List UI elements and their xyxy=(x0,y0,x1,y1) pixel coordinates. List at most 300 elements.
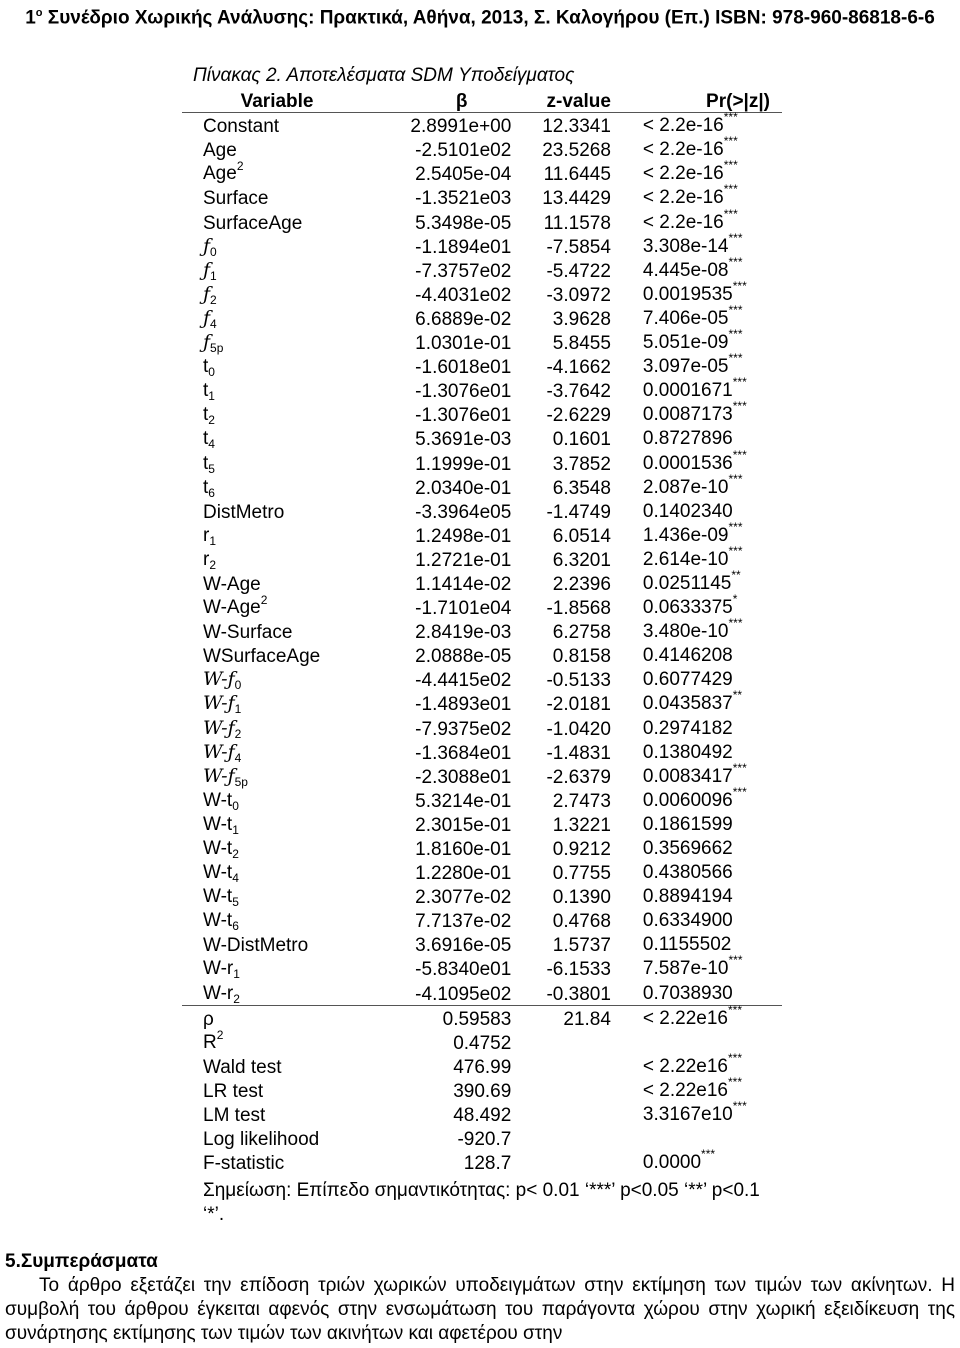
p-value: 0.0251145 xyxy=(642,572,732,594)
cell-variable xyxy=(182,1150,372,1174)
p-value: 7.406e-05 xyxy=(642,307,729,329)
variable-subscript: 2 xyxy=(233,991,240,1006)
variable-subscript: 2 xyxy=(232,847,239,861)
table-row xyxy=(182,523,782,547)
cell-z-value: -2.6229 xyxy=(546,405,611,427)
p-value: 0.4146208 xyxy=(642,645,733,667)
variable-name: ρ xyxy=(203,1008,214,1030)
cell-z-value: -6.1533 xyxy=(546,959,611,981)
variable-name: LM test xyxy=(203,1105,266,1127)
cell-p-value xyxy=(611,447,782,474)
cell-p-value xyxy=(611,667,782,691)
cell-variable xyxy=(182,378,372,402)
cell-variable xyxy=(182,764,372,788)
table-row xyxy=(182,884,782,908)
variable-name: t xyxy=(203,380,209,402)
cell-z-value: 11.6445 xyxy=(543,164,611,186)
table-row xyxy=(182,426,782,450)
table-row xyxy=(182,1078,782,1102)
cell-p-value xyxy=(611,399,782,426)
significance-marker: *** xyxy=(728,327,743,342)
p-value: < 2.2e-16 xyxy=(642,187,724,209)
variable-subscript: 1 xyxy=(234,702,242,717)
cell-variable xyxy=(182,209,372,233)
significance-marker: ** xyxy=(731,567,741,582)
cell-p-value xyxy=(611,1074,782,1102)
significance-marker: *** xyxy=(728,471,743,486)
cell-beta: 5.3214e-01 xyxy=(415,790,512,812)
cell-variable xyxy=(182,1078,372,1102)
p-value: 0.0435837 xyxy=(642,693,733,715)
cell-p-value xyxy=(611,592,782,619)
variable-name: t xyxy=(203,428,209,450)
variable-subscript: 5 xyxy=(232,895,239,910)
cell-p-value xyxy=(611,908,782,932)
section-title: 5.Συμπεράσματα xyxy=(5,1251,158,1272)
table-row xyxy=(182,161,782,185)
cell-z-value: 1.3221 xyxy=(552,814,611,836)
variable-name: W-Age xyxy=(203,597,261,619)
table-row xyxy=(182,667,782,691)
significance-marker: *** xyxy=(727,1074,742,1089)
cell-z-value: -0.5133 xyxy=(546,670,611,692)
variable-name: Constant xyxy=(203,116,280,138)
variable-subscript: 5p xyxy=(234,774,248,789)
significance-marker: *** xyxy=(728,953,743,968)
p-value: 1.436e-09 xyxy=(642,524,729,546)
cell-variable xyxy=(182,450,372,474)
p-value: 0.0019535 xyxy=(642,283,733,305)
variable-name: t xyxy=(203,404,209,426)
cell-variable xyxy=(182,932,372,956)
table-row xyxy=(182,330,782,354)
table-row xyxy=(182,306,782,330)
cell-z-value: 0.1601 xyxy=(552,429,611,451)
cell-beta: 2.3077e-02 xyxy=(415,887,512,909)
p-value: 0.6334900 xyxy=(642,910,733,932)
cell-z-value: -2.6379 xyxy=(546,766,611,788)
cell-p-value xyxy=(611,351,782,378)
cell-p-value xyxy=(611,543,782,571)
cell-p-value xyxy=(611,1030,782,1054)
variable-subscript: 4 xyxy=(234,750,242,765)
p-value: 2.087e-10 xyxy=(642,476,729,498)
cell-z-value: 0.4768 xyxy=(552,911,611,933)
p-value: 7.587e-10 xyxy=(642,958,729,980)
cell-p-value xyxy=(611,980,782,1005)
cell-variable xyxy=(182,354,372,378)
significance-marker: *** xyxy=(732,760,747,775)
cell-p-value xyxy=(611,932,782,956)
cell-p-value xyxy=(611,134,782,161)
variable-name: W-t xyxy=(203,862,233,884)
table-row xyxy=(182,860,782,884)
cell-beta: -1.3684e01 xyxy=(415,742,512,764)
cell-beta: 7.7137e-02 xyxy=(415,911,512,933)
cell-z-value: 0.9212 xyxy=(552,839,611,860)
cell-p-value xyxy=(611,110,782,138)
variable-name: W-Age xyxy=(203,573,261,595)
significance-marker: *** xyxy=(732,375,747,390)
significance-marker: *** xyxy=(701,1147,716,1162)
cell-beta: -5.8340e01 xyxy=(415,959,512,981)
variable-name: Surface xyxy=(203,188,269,210)
cell-variable xyxy=(182,595,372,619)
cell-p-value xyxy=(611,884,782,908)
cell-beta: -1.1894e01 xyxy=(415,236,512,258)
variable-name: Log likelihood xyxy=(203,1129,320,1151)
table-row xyxy=(182,715,782,739)
variable-name: SurfaceAge xyxy=(203,212,303,234)
variable-name: ƒ xyxy=(203,282,211,305)
variable-name: W-ƒ xyxy=(203,740,235,763)
table-row xyxy=(182,595,782,619)
table-row xyxy=(182,1126,782,1150)
table-row xyxy=(182,185,782,209)
cell-beta: 2.8419e-03 xyxy=(415,622,512,644)
table-row xyxy=(182,932,782,956)
variable-name: r xyxy=(203,524,210,546)
cell-variable xyxy=(182,426,372,450)
cell-variable xyxy=(182,137,372,161)
p-value: 0.1380492 xyxy=(642,741,733,763)
significance-marker: *** xyxy=(728,230,743,245)
variable-name: W-r xyxy=(203,958,234,980)
variable-subscript: 2 xyxy=(208,413,215,428)
table-row xyxy=(182,354,782,378)
cell-variable xyxy=(182,282,372,306)
p-value: 0.0083417 xyxy=(642,765,733,787)
p-value: 0.1861599 xyxy=(642,813,733,835)
cell-z-value: 6.2758 xyxy=(552,622,611,644)
variable-name: WSurfaceAge xyxy=(203,646,321,668)
cell-beta: 0.4752 xyxy=(453,1032,512,1054)
table-row xyxy=(182,402,782,426)
cell-beta: 1.8160e-01 xyxy=(415,839,512,860)
cell-variable xyxy=(182,113,372,138)
p-value: 3.097e-05 xyxy=(642,356,729,378)
cell-beta: 1.1414e-02 xyxy=(415,573,512,595)
variable-subscript: 0 xyxy=(232,798,239,813)
cell-variable xyxy=(182,980,372,1005)
cell-beta: -1.3076e01 xyxy=(415,381,512,403)
cell-z-value: -3.7642 xyxy=(546,381,611,403)
p-value: 0.2974182 xyxy=(642,717,733,739)
significance-marker: *** xyxy=(732,784,747,799)
significance-marker: *** xyxy=(728,543,743,558)
cell-beta: 1.2280e-01 xyxy=(415,863,512,885)
cell-variable xyxy=(182,547,372,571)
significance-marker: *** xyxy=(723,158,738,173)
p-value: 0.0087173 xyxy=(642,404,733,426)
cell-z-value: 0.7755 xyxy=(552,863,611,885)
p-value: < 2.22e16 xyxy=(642,1055,728,1077)
cell-p-value xyxy=(611,812,782,836)
cell-variable xyxy=(182,185,372,209)
cell-z-value: 2.7473 xyxy=(552,790,611,812)
cell-z-value: 1.5737 xyxy=(552,935,611,957)
results-table xyxy=(182,88,782,1174)
cell-variable xyxy=(182,1102,372,1126)
table-row xyxy=(182,836,782,860)
variable-name: t xyxy=(203,476,209,498)
cell-variable xyxy=(182,643,372,667)
variable-name: F-statistic xyxy=(203,1153,285,1175)
variable-name: W-t xyxy=(203,886,233,908)
cell-beta: 2.0340e-01 xyxy=(415,477,512,499)
p-value: 3.3167e10 xyxy=(642,1104,733,1126)
cell-p-value xyxy=(611,327,782,354)
cell-beta: 5.3498e-05 xyxy=(415,212,512,234)
cell-z-value: -1.8568 xyxy=(546,598,611,620)
page-header: $1^o$ Συνέδριο Χωρικής Ανάλυσης: Πρακτικά, Αθήνα, 2013, Σ. Καλογήρου (Επ.) ISBN: 978-960-86818-6-6 xyxy=(25,7,935,29)
variable-subscript: 2 xyxy=(209,557,217,572)
significance-marker: *** xyxy=(728,351,743,366)
cell-z-value: 11.1578 xyxy=(543,212,611,234)
cell-z-value xyxy=(511,1078,611,1102)
cell-z-value: -4.1662 xyxy=(546,357,611,379)
table-row xyxy=(182,1150,782,1174)
cell-p-value xyxy=(611,375,782,402)
cell-p-value xyxy=(611,715,782,739)
table-row xyxy=(182,740,782,764)
cell-beta: 6.6889e-02 xyxy=(415,308,512,330)
significance-marker: *** xyxy=(723,134,738,149)
variable-subscript: 1 xyxy=(232,822,239,837)
cell-p-value xyxy=(611,688,782,715)
variable-subscript: 2 xyxy=(210,292,217,307)
variable-subscript: 1 xyxy=(233,967,240,982)
table-row xyxy=(182,547,782,571)
table-row xyxy=(182,499,782,523)
cell-beta: 1.2498e-01 xyxy=(415,525,512,547)
cell-variable xyxy=(182,860,372,884)
cell-beta: -3.3964e05 xyxy=(415,501,512,523)
variable-name: W-ƒ xyxy=(203,764,235,787)
cell-variable xyxy=(182,788,372,812)
cell-variable xyxy=(182,836,372,860)
cell-z-value: -3.0972 xyxy=(546,284,611,306)
significance-marker: *** xyxy=(727,1050,742,1065)
variable-name: W-t xyxy=(203,813,233,835)
variable-name: t xyxy=(203,452,209,474)
cell-z-value: 5.8455 xyxy=(552,333,611,355)
cell-p-value xyxy=(611,1099,782,1126)
p-value: < 2.2e-16 xyxy=(642,163,724,185)
variable-subscript: 1 xyxy=(209,533,217,548)
variable-name: W-ƒ xyxy=(203,668,235,691)
table-row xyxy=(182,282,782,306)
cell-p-value xyxy=(611,836,782,860)
table-note: Σημείωση: Επίπεδο σημαντικότητας: p< 0.01 ‘***’ p<0.05 ‘**’ p<0.1 ‘*’. xyxy=(203,1180,760,1225)
variable-subscript: 6 xyxy=(208,485,215,500)
variable-name: Wald test xyxy=(203,1056,282,1078)
cell-p-value xyxy=(611,567,782,595)
cell-p-value xyxy=(611,784,782,812)
cell-beta: -7.3757e02 xyxy=(415,260,512,282)
p-value: 4.445e-08 xyxy=(642,259,729,281)
column-header-p-value: Pr(>|z|) xyxy=(611,88,782,113)
column-header-beta: β xyxy=(372,88,511,113)
variable-name: LR test xyxy=(203,1080,264,1102)
cell-beta: -1.4893e01 xyxy=(415,694,512,716)
p-value: 5.051e-09 xyxy=(642,332,729,354)
p-value: 0.1155502 xyxy=(642,934,732,956)
variable-subscript: 0 xyxy=(234,678,242,693)
cell-z-value: -0.3801 xyxy=(546,983,611,1005)
cell-variable xyxy=(182,306,372,330)
cell-z-value: 12.3341 xyxy=(542,116,611,138)
cell-z-value: 6.0514 xyxy=(552,525,611,547)
significance-marker: * xyxy=(732,592,738,607)
cell-p-value xyxy=(611,206,782,233)
p-value: 0.0001536 xyxy=(642,452,733,474)
cell-beta: 3.6916e-05 xyxy=(415,935,512,957)
significance-marker: ** xyxy=(732,688,743,703)
cell-beta: 2.5405e-04 xyxy=(415,164,512,186)
significance-marker: *** xyxy=(732,1099,747,1114)
cell-variable xyxy=(182,619,372,643)
cell-variable xyxy=(182,956,372,980)
p-value: 0.8894194 xyxy=(642,886,733,908)
p-value: 0.0001671 xyxy=(642,380,733,402)
variable-superscript: 2 xyxy=(236,159,244,174)
significance-marker: *** xyxy=(732,278,747,293)
variable-subscript: 5 xyxy=(208,461,215,476)
cell-variable xyxy=(182,161,372,185)
cell-p-value xyxy=(611,254,782,282)
cell-z-value xyxy=(511,1054,611,1078)
cell-beta: 1.0301e-01 xyxy=(415,333,512,355)
cell-beta: 0.59583 xyxy=(372,1005,511,1030)
cell-p-value xyxy=(611,740,782,764)
p-value: 0.3569662 xyxy=(642,838,733,859)
table-row xyxy=(182,980,782,1005)
p-value: 3.480e-10 xyxy=(642,621,729,643)
variable-name: ƒ xyxy=(203,306,211,329)
cell-z-value: -7.5854 xyxy=(546,236,611,258)
variable-name: W-t xyxy=(203,789,233,811)
variable-superscript: 2 xyxy=(216,1027,224,1042)
variable-name: Age xyxy=(203,140,237,162)
table-row xyxy=(182,234,782,258)
variable-name: R xyxy=(203,1031,217,1053)
table-row xyxy=(182,1030,782,1054)
p-value: < 2.2e-16 xyxy=(642,115,724,137)
p-value: 0.0633375 xyxy=(642,597,733,619)
significance-marker: *** xyxy=(728,302,743,317)
cell-p-value xyxy=(611,278,782,306)
variable-name: ƒ xyxy=(203,331,211,354)
significance-marker: *** xyxy=(723,206,738,221)
cell-p-value xyxy=(611,1126,782,1150)
p-value: 0.7038930 xyxy=(642,982,733,1004)
table-row xyxy=(182,450,782,474)
variable-name: r xyxy=(203,548,210,570)
cell-z-value: 3.9628 xyxy=(552,308,611,330)
p-value: < 2.2e-16 xyxy=(642,211,724,233)
cell-p-value xyxy=(611,158,782,185)
significance-marker: *** xyxy=(732,399,747,414)
table-row xyxy=(182,812,782,836)
cell-beta: -920.7 xyxy=(457,1129,512,1151)
table-row xyxy=(182,571,782,595)
variable-name: W-DistMetro xyxy=(203,935,309,957)
cell-variable xyxy=(182,234,372,258)
p-value: 0.8727896 xyxy=(642,428,733,450)
cell-z-value: 23.5268 xyxy=(542,140,611,162)
cell-variable xyxy=(182,330,372,354)
variable-subscript: 0 xyxy=(210,244,217,259)
cell-beta: -4.4031e02 xyxy=(415,284,512,306)
cell-beta: -2.3088e01 xyxy=(415,766,512,788)
cell-z-value: 6.3201 xyxy=(552,549,611,571)
cell-variable xyxy=(182,258,372,282)
cell-beta: -2.5101e02 xyxy=(415,140,512,162)
table-row xyxy=(182,1054,782,1078)
cell-beta: -1.3521e03 xyxy=(415,188,512,210)
variable-superscript: 2 xyxy=(260,593,268,608)
variable-subscript: 5p xyxy=(210,341,224,356)
p-value: < 2.22e16 xyxy=(642,1007,728,1029)
cell-beta: -7.9375e02 xyxy=(415,718,512,740)
cell-z-value: -1.4749 xyxy=(546,501,611,523)
variable-name: W-t xyxy=(203,910,233,932)
variable-name: Age xyxy=(203,163,237,185)
cell-variable xyxy=(182,475,372,499)
cell-variable xyxy=(182,499,372,523)
table-row xyxy=(182,1102,782,1126)
cell-z-value: -1.4831 xyxy=(546,742,611,764)
table-row xyxy=(182,209,782,233)
cell-beta: -4.1095e02 xyxy=(415,983,512,1005)
cell-p-value xyxy=(611,643,782,667)
p-value: 0.0000 xyxy=(642,1152,702,1174)
p-value: < 2.22e16 xyxy=(642,1079,728,1101)
cell-variable xyxy=(182,715,372,739)
cell-z-value: 0.1390 xyxy=(552,887,611,909)
variable-name: DistMetro xyxy=(203,501,285,523)
column-header-variable: Variable xyxy=(182,88,372,113)
table-caption: Πίνακας 2. Αποτελέσματα SDM Υποδείγματος xyxy=(193,65,575,86)
variable-name: ƒ xyxy=(203,234,211,257)
cell-p-value xyxy=(611,519,782,547)
cell-p-value xyxy=(611,302,782,330)
significance-marker: *** xyxy=(728,616,743,631)
variable-subscript: 4 xyxy=(210,316,217,331)
table-row xyxy=(182,137,782,161)
cell-p-value xyxy=(611,230,782,258)
table-row xyxy=(182,258,782,282)
cell-z-value: 13.4429 xyxy=(542,188,611,210)
variable-subscript: 2 xyxy=(234,726,242,741)
column-header-z-value: z-value xyxy=(511,88,611,113)
variable-name: W-ƒ xyxy=(203,716,235,739)
cell-z-value xyxy=(511,1030,611,1054)
variable-subscript: 0 xyxy=(208,365,215,380)
table-header-row xyxy=(182,88,782,113)
cell-p-value xyxy=(611,760,782,788)
cell-variable xyxy=(182,1054,372,1078)
significance-marker: *** xyxy=(728,519,743,534)
p-value: 0.0060096 xyxy=(642,789,733,811)
cell-p-value xyxy=(611,616,782,643)
cell-z-value: 0.8158 xyxy=(552,646,611,668)
cell-z-value xyxy=(511,1126,611,1150)
cell-p-value xyxy=(611,426,782,450)
cell-p-value xyxy=(611,1147,782,1174)
cell-beta: 128.7 xyxy=(463,1153,512,1175)
